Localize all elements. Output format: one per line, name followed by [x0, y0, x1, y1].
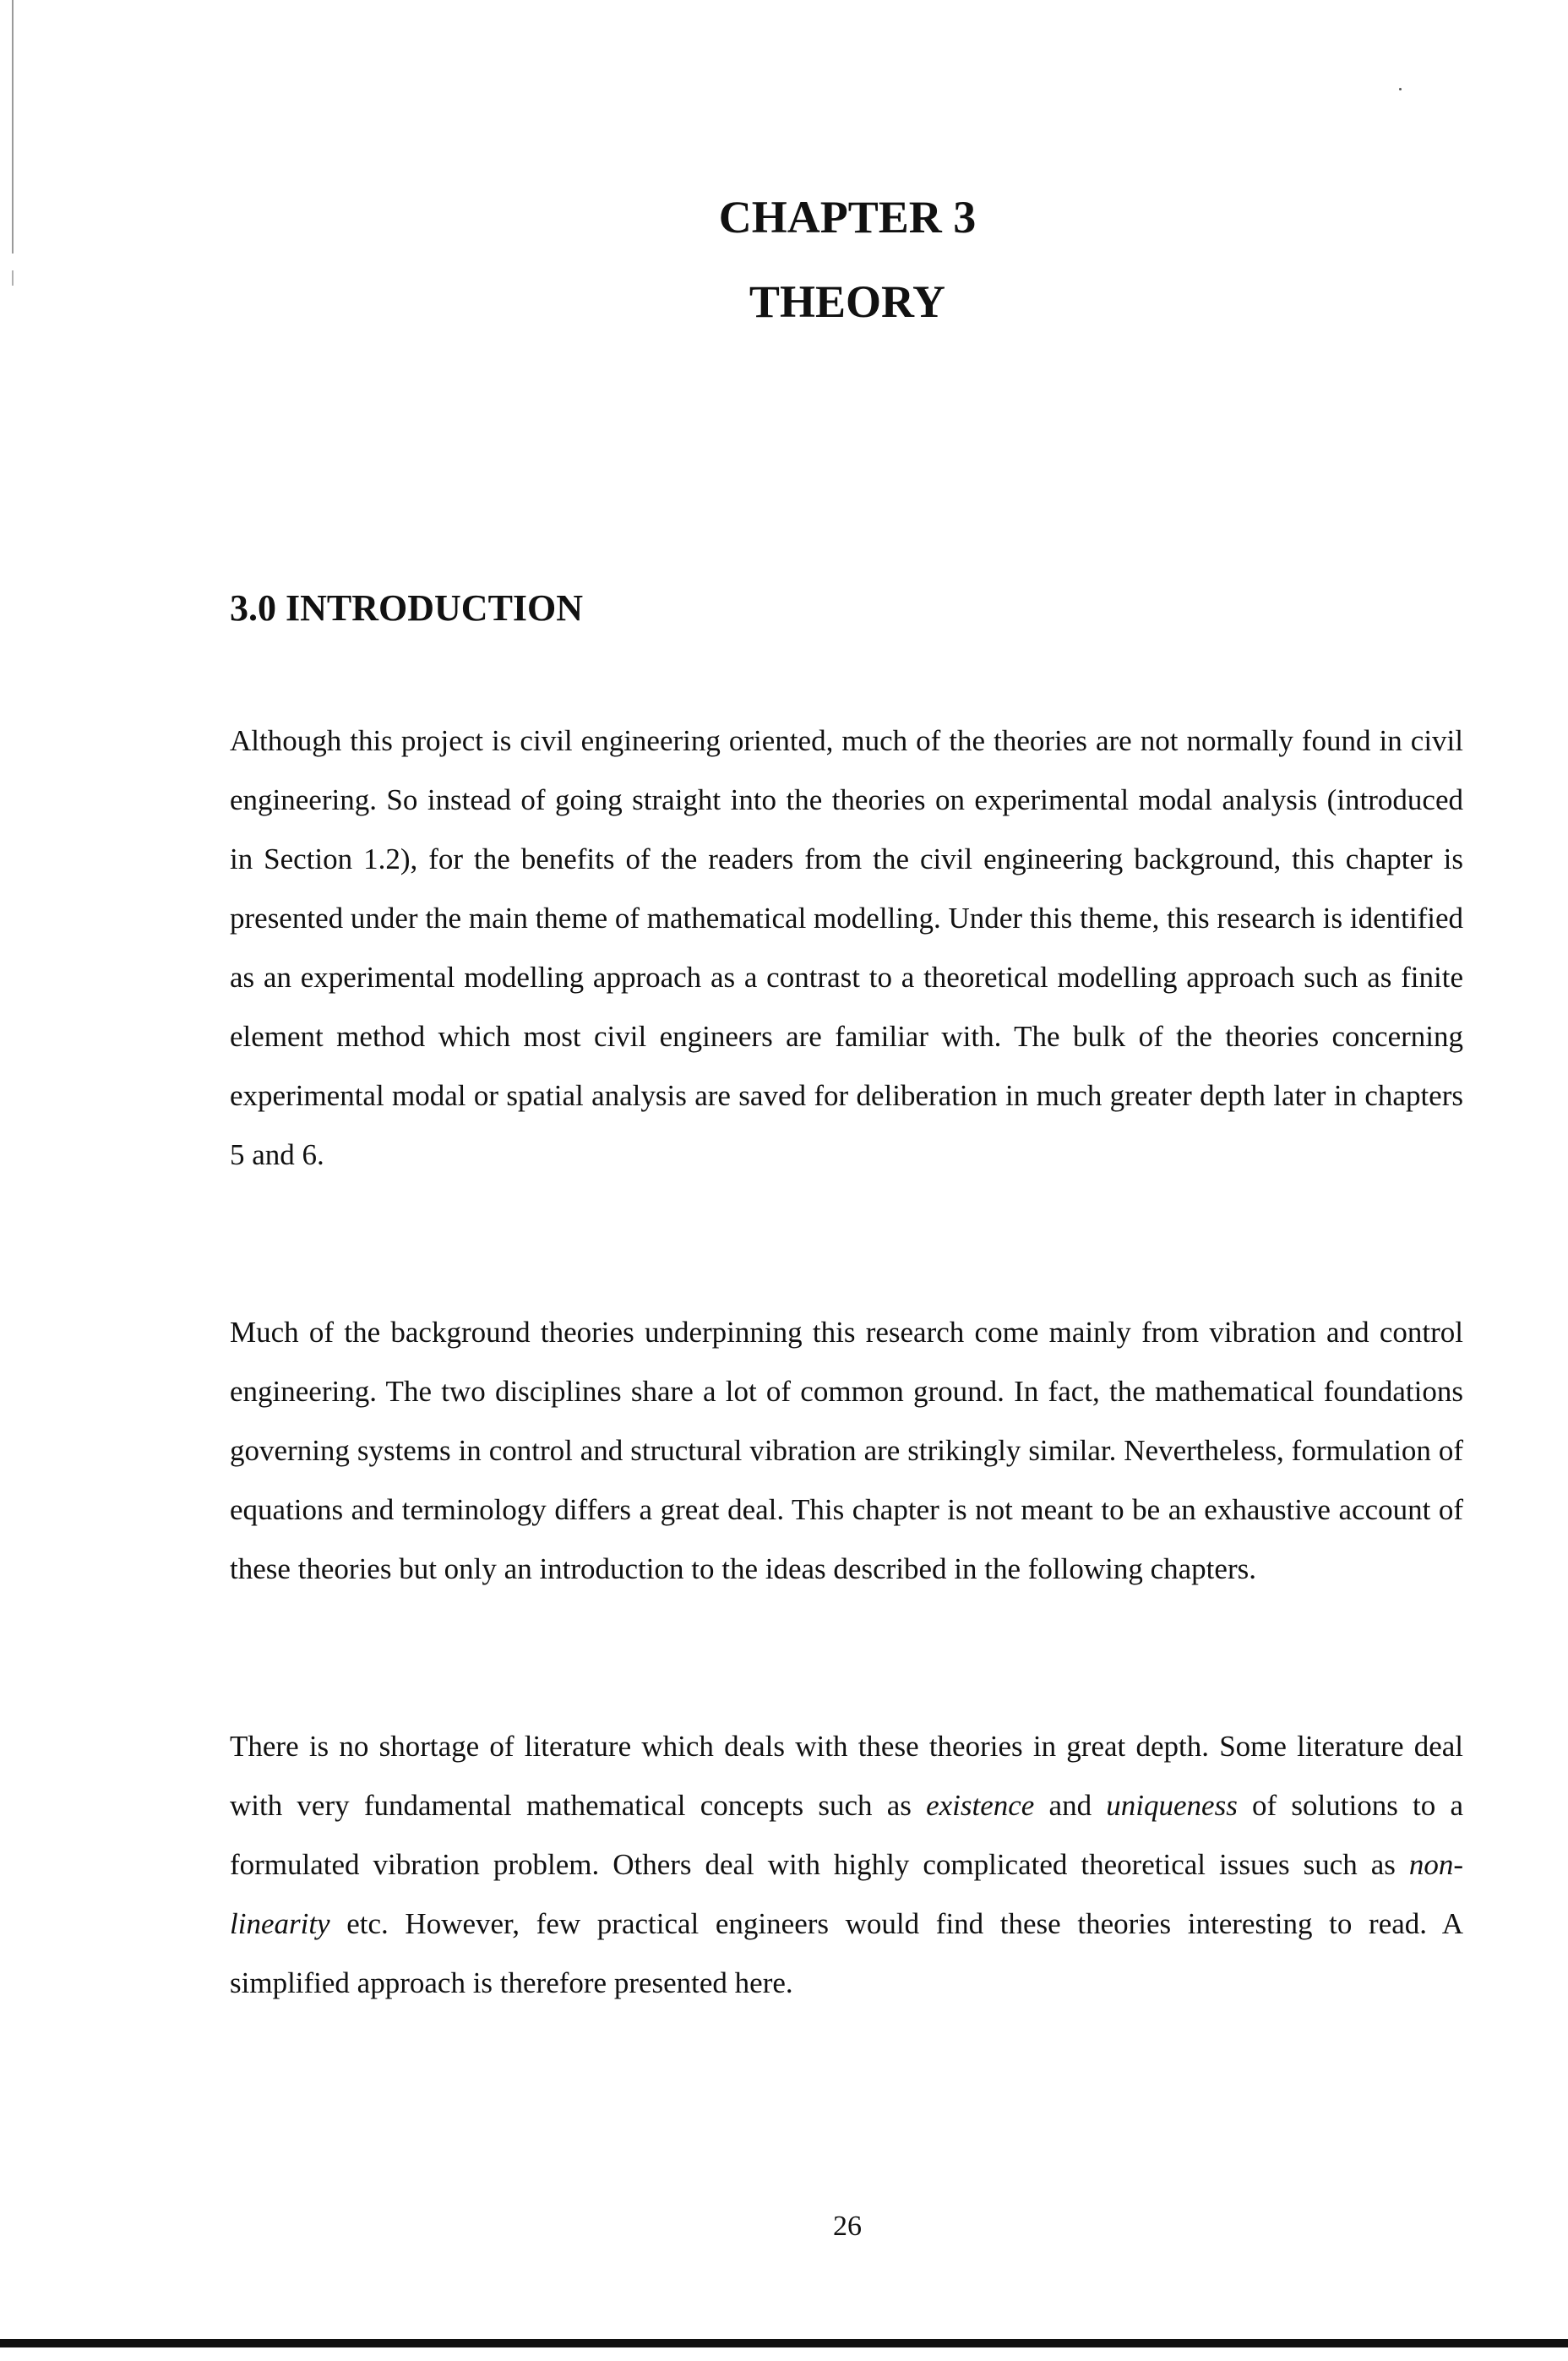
paragraph-2: Much of the background theories underpinning this research come mainly from vibration and control engineering. The two disciplines share a lot of common ground. In fact, the mathematical foundations governing systems in control and structural vibration are strikingly similar. Nevertheless, formulation of equations and terminology differs a great deal. This chapter is not meant to be an exhaustive account of these theories but only an introduction to the ideas described in the following chapters.	[230, 1316, 1463, 1585]
chapter-number: CHAPTER 3	[718, 192, 977, 243]
scan-speck	[1399, 88, 1402, 90]
page-number: 26	[833, 2211, 862, 2242]
term-non-linearity: non-linearity	[230, 1848, 1463, 1940]
term-uniqueness: uniqueness	[1106, 1789, 1238, 1822]
paragraph-3-text-4: etc. However, few practical engineers would find these theories interesting to read. A simplified approach is therefore presented here.	[230, 1907, 1463, 1999]
paragraph-3-text-3: of solutions to a formulated vibration problem. Others deal with highly complicated theoretical issues such as	[230, 1789, 1464, 1881]
paragraph-1: Although this project is civil engineering oriented, much of the theories are not normally found in civil engineering. So instead of going straight into the theories on experimental modal analysis (introduced in Section 1.2), for the benefits of the readers from the civil engineering background, this chapter is presented under the main theme of mathematical modelling. Under this theme, this research is identified as an experimental modelling approach as a contrast to a theoretical modelling approach such as finite element method which most civil engineers are familiar with. The bulk of the theories concerning experimental modal or spatial analysis are saved for deliberation in much greater depth later in chapters 5 and 6.	[230, 724, 1463, 1171]
term-existence: existence	[926, 1789, 1035, 1822]
bottom-rule	[0, 2339, 1568, 2347]
paragraph-3-text-2: and	[1034, 1789, 1107, 1822]
paragraph-3-text-1: There is no shortage of literature which deals with these theories in great depth. Some literature deal with very fundamental mathematical concepts such as	[230, 1730, 1463, 1822]
chapter-title: THEORY	[749, 276, 946, 327]
paragraph-3	[230, 1717, 1463, 2013]
section-heading: 3.0 INTRODUCTION	[230, 587, 584, 629]
